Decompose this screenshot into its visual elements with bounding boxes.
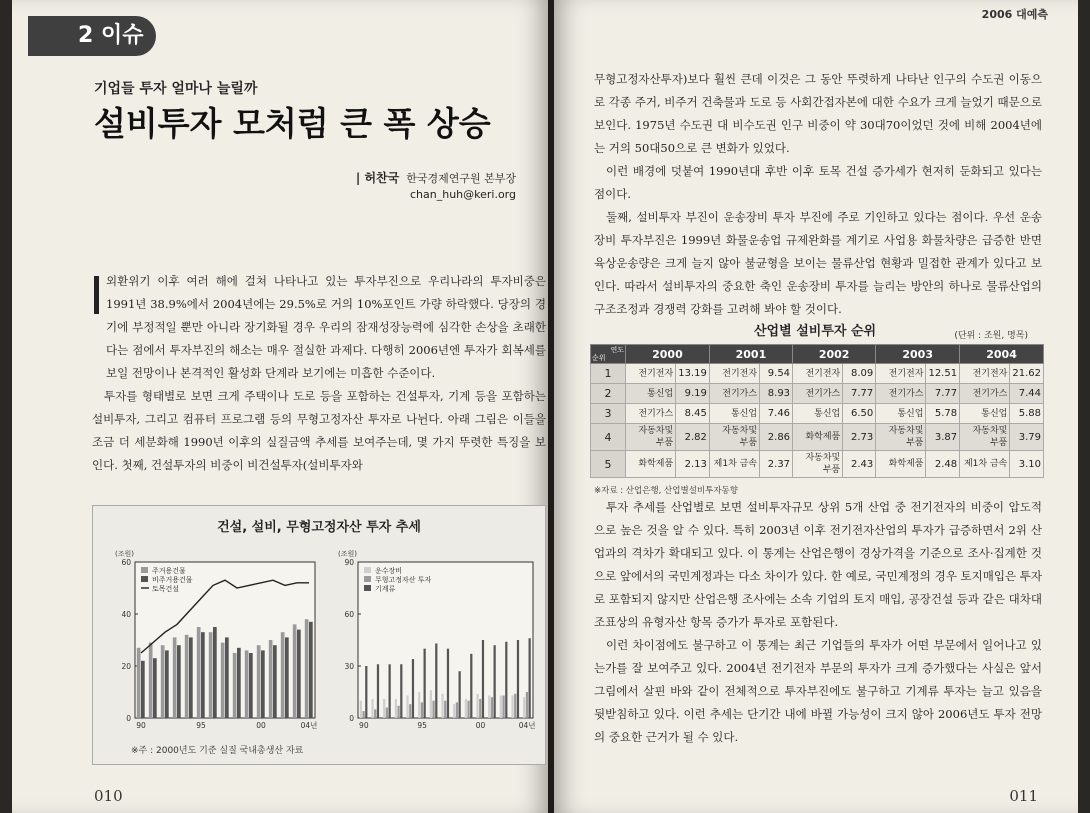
- y-tick-label: 0: [126, 714, 131, 723]
- table-industry-cell: 전기가스: [960, 384, 1010, 404]
- chart-bar: [526, 692, 528, 718]
- table-corner-bottom: 순위: [592, 354, 606, 362]
- body-paragraph: 투자를 형태별로 보면 크게 주택이나 도로 등을 포함하는 건설투자, 기계 등을 포함하는 설비투자, 그리고 컴퓨터 프로그램 등의 무형고정자산 투자로 나뉜다. 아래 그림은 이들을 조금 더 세분화해 1990년 이후의 실질금액 추세를 보여주는데, 몇 가지 뚜렷한 특징을 보인다. 첫째, 건설투자의 비중이 비건설투자(설비투자와: [92, 389, 546, 472]
- chart-bar: [383, 699, 385, 718]
- table-value-cell: 9.19: [676, 384, 710, 404]
- table-year-header: 2003: [876, 345, 960, 364]
- table-year-header: 2002: [793, 345, 876, 364]
- table-value-cell: 8.09: [843, 364, 876, 384]
- section-label: 2 이슈: [78, 23, 144, 48]
- table-industry-cell: 제1차 금속: [709, 451, 759, 478]
- investment-rank-table: [590, 344, 1044, 478]
- author-affiliation: 한국경제연구원 본부장: [406, 172, 516, 185]
- chart-bar: [237, 648, 241, 718]
- table-value-cell: 7.77: [843, 384, 876, 404]
- legend-label: 비주거용건물: [152, 576, 193, 584]
- table-industry-cell: 화학제품: [793, 424, 843, 451]
- figure-title: 건설, 설비, 무형고정자산 투자 추세: [217, 520, 421, 535]
- table-row: [591, 364, 1044, 384]
- legend-swatch: [141, 567, 148, 573]
- chart-bar: [371, 699, 373, 718]
- table-value-cell: 7.77: [926, 384, 960, 404]
- legend-swatch: [141, 576, 148, 582]
- chart-bar: [225, 637, 229, 718]
- chart-bar: [281, 632, 285, 718]
- chart-bar: [453, 704, 455, 718]
- chart-bar: [523, 697, 525, 718]
- chart-bar: [273, 645, 277, 718]
- chart-bar: [505, 642, 507, 718]
- body-paragraph: 이런 차이점에도 불구하고 이 통계는 최근 기업들의 투자가 어떤 부문에서 일어나고 있는가를 잘 보여주고 있다. 2004년 전기전자 부문의 투자가 크게 증가했다는 사실은 앞서 그림에서 살핀 바와 같이 전체적으로 투자부진에도 불구하고 기계류 투자는 늘고 있음을 뒷받침하고 있다. 이런 추세는 단기간 내에 바뀔 가능성이 크지 않아 2006년도 투자 전망의 중요한 근거가 될 수 있다.: [594, 638, 1042, 744]
- table-source: ※자료 : 산업은행, 산업별설비투자동향: [594, 486, 738, 496]
- chart-bar: [409, 704, 411, 718]
- table-industry-cell: 전기전자: [876, 364, 926, 384]
- table-value-cell: 2.82: [676, 424, 710, 451]
- chart-bar: [491, 697, 493, 718]
- body-paragraph: 외환위기 이후 여러 해에 걸쳐 나타나고 있는 투자부진으로 우리나라의 투자비중은 1991년 38.9%에서 2004년에는 29.5%로 거의 10%포인트 가량 하락했다. 당장의 경기에 부정적일 뿐만 아니라 장기화될 경우 우리의 잠재성장능력에 심각한 손상을 초래한다는 점에서 투자부진의 해소는 매우 절실한 과제다. 다행히 2006년엔 투자가 회복세를 보일 전망이나 본격적인 활성화 단계라 보기에는 미흡한 수준이다.: [106, 274, 546, 380]
- chart-bar: [189, 637, 193, 718]
- chart-bar: [209, 632, 213, 718]
- table-value-cell: 3.87: [926, 424, 960, 451]
- table-value-cell: 21.62: [1010, 364, 1044, 384]
- chart-bar: [447, 649, 449, 718]
- table-value-cell: 5.78: [926, 404, 960, 424]
- page-number-left: 010: [94, 787, 123, 805]
- chart-bar: [161, 645, 165, 718]
- table-industry-cell: 화학제품: [876, 451, 926, 478]
- article-title: 설비투자 모처럼 큰 폭 상승: [94, 104, 491, 143]
- table-industry-cell: 전기전자: [709, 364, 759, 384]
- chart-bar: [233, 653, 237, 718]
- chart-bar: [432, 701, 434, 718]
- table-rank-cell: 4: [591, 424, 626, 451]
- table-corner: [591, 345, 626, 364]
- y-tick-label: 0: [349, 714, 354, 723]
- body-paragraph: 둘째, 설비투자 부진이 운송장비 투자 부진에 주로 기인하고 있다는 점이다. 우선 운송장비 투자부진은 1999년 화물운송업 규제완화를 계기로 사업용 화물차량은 급증한 반면 육상운송량은 크게 늘지 않아 불균형을 보이는 물류산업 현황과 밀접한 관계가 있다고 보인다. 따라서 설비투자의 중요한 축인 운송장비 투자를 늘리는 방안의 하나로 물류산업의 구조조정과 경쟁력 강화를 고려해 봐야 할 것이다.: [594, 210, 1042, 316]
- page-number-right: 011: [1009, 787, 1038, 805]
- chart-bar: [293, 624, 297, 718]
- body-paragraph: 무형고정자산투자)보다 훨씬 큰데 이것은 그 동안 뚜렷하게 나타난 인구의 수도권 이동으로 각종 주거, 비주거 건축물과 도로 등 사회간접자본에 대한 수요가 크게 늘었기 때문으로 보인다. 1975년 수도권 대 비수도권 인구 비중이 약 30대70이었던 것에 비해 2004년에는 거의 50대50으로 큰 변화가 있었다.: [594, 72, 1042, 155]
- table-row: [591, 424, 1044, 451]
- chart-bar: [374, 709, 376, 718]
- table-row: [591, 404, 1044, 424]
- table-industry-cell: 제1차 금속: [960, 451, 1010, 478]
- legend-swatch: [364, 576, 371, 582]
- right-page: [554, 0, 1078, 813]
- legend-swatch: [364, 567, 371, 573]
- chart-bar: [261, 650, 265, 718]
- chart-bar: [285, 637, 289, 718]
- table-rank-cell: 1: [591, 364, 626, 384]
- left-page: [12, 0, 548, 813]
- chart-bar: [165, 650, 169, 718]
- table-row: [591, 384, 1044, 404]
- table-unit: (단위 : 조원, 명목): [954, 331, 1028, 341]
- chart-bar: [173, 637, 177, 718]
- chart-bar: [197, 627, 201, 718]
- chart-bar: [137, 648, 141, 718]
- table-value-cell: 2.37: [760, 451, 793, 478]
- table-industry-cell: 통신업: [960, 404, 1010, 424]
- chart-bar: [482, 640, 484, 718]
- chart-bar: [395, 699, 397, 718]
- chart-bar: [389, 664, 391, 718]
- chart-bar: [201, 632, 205, 718]
- table-value-cell: 9.54: [760, 364, 793, 384]
- legend-swatch: [364, 585, 371, 591]
- chart-bar: [459, 671, 461, 718]
- chart-bar: [517, 640, 519, 718]
- table-industry-cell: 통신업: [793, 404, 843, 424]
- table-industry-cell: 전기가스: [626, 404, 676, 424]
- legend-label: 무형고정자산 투자: [375, 576, 432, 584]
- y-tick-label: 60: [121, 558, 131, 567]
- table-year-header: 2001: [709, 345, 792, 364]
- chart-bar: [362, 711, 364, 718]
- table-industry-cell: 화학제품: [626, 451, 676, 478]
- chart-bar: [470, 654, 472, 718]
- table-industry-cell: 통신업: [709, 404, 759, 424]
- x-tick-label: 04년: [300, 721, 318, 730]
- investment-trend-figure: [92, 505, 546, 765]
- chart-bar: [386, 708, 388, 718]
- table-industry-cell: 자동차및 부품: [793, 451, 843, 478]
- table-value-cell: 5.88: [1010, 404, 1044, 424]
- chart-bar: [421, 702, 423, 718]
- y-tick-label: 20: [121, 662, 131, 671]
- chart-bar: [397, 706, 399, 718]
- legend-label: 토목건설: [152, 585, 180, 593]
- running-header: 2006 대예측: [981, 8, 1048, 21]
- x-tick-label: 00: [475, 721, 486, 730]
- chart-bar: [494, 645, 496, 718]
- table-industry-cell: 전기전자: [960, 364, 1010, 384]
- chart-bar: [177, 645, 181, 718]
- chart-bar: [297, 630, 301, 718]
- table-value-cell: 2.13: [676, 451, 710, 478]
- author-block: [356, 170, 516, 203]
- table-year-header: 2004: [960, 345, 1044, 364]
- chart-bar: [424, 649, 426, 718]
- legend-label: 기계류: [375, 585, 396, 593]
- table-value-cell: 2.86: [760, 424, 793, 451]
- left-body-text: [92, 270, 546, 477]
- x-tick-label: 00: [256, 721, 266, 730]
- chart-bar: [305, 619, 309, 718]
- y-tick-label: 40: [121, 610, 131, 619]
- chart-bar: [465, 699, 467, 718]
- table-value-cell: 2.43: [843, 451, 876, 478]
- chart-bar: [245, 650, 249, 718]
- chart-bar: [514, 694, 516, 718]
- table-industry-cell: 전기가스: [793, 384, 843, 404]
- chart-bar: [221, 643, 225, 718]
- chart-bar: [418, 692, 420, 718]
- x-tick-label: 04년: [518, 721, 536, 730]
- x-tick-label: 90: [136, 721, 146, 730]
- chart-bar: [467, 701, 469, 718]
- table-header-row: [591, 345, 1044, 364]
- table-value-cell: 12.51: [926, 364, 960, 384]
- table-industry-cell: 자동차및 부품: [626, 424, 676, 451]
- table-value-cell: 2.73: [843, 424, 876, 451]
- table-value-cell: 6.50: [843, 404, 876, 424]
- table-value-cell: 13.19: [676, 364, 710, 384]
- x-tick-label: 95: [196, 721, 206, 730]
- chart-bar: [511, 695, 513, 718]
- table-rank-cell: 3: [591, 404, 626, 424]
- x-tick-label: 95: [417, 721, 427, 730]
- table-rank-cell: 2: [591, 384, 626, 404]
- chart-bar: [149, 643, 153, 718]
- chart-bar: [500, 695, 502, 718]
- chart-bar: [529, 638, 531, 718]
- table-value-cell: 8.45: [676, 404, 710, 424]
- table-industry-cell: 전기가스: [709, 384, 759, 404]
- body-paragraph: 투자 추세를 산업별로 보면 설비투자규모 상위 5개 산업 중 전기전자의 비중이 압도적으로 높은 것을 알 수 있다. 특히 2003년 이후 전기전자산업의 투자가 급증하면서 2위 산업과의 격차가 확대되고 있다. 이 통계는 산업은행이 경상가격을 기준으로 조사·집계한 것으로 앞에서의 국민계정과는 다소 차이가 있다. 한 예로, 국민계정의 경우 토지매입은 투자로 포함되지 않지만 산업은행 조사에는 소속 기업의 토지 매입, 공장건설 등과 같은 대차대조표상의 유형자산 항목 증가가 투자로 포함된다.: [594, 500, 1042, 629]
- table-industry-cell: 전기전자: [793, 364, 843, 384]
- table-value-cell: 2.48: [926, 451, 960, 478]
- chart-bar: [360, 701, 362, 718]
- chart-bar: [502, 695, 504, 718]
- right-body-text-bottom: [594, 496, 1042, 749]
- chart-bar: [406, 695, 408, 718]
- author-email: chan_huh@keri.org: [409, 188, 516, 201]
- chart-bar: [249, 653, 253, 718]
- table-industry-cell: 통신업: [626, 384, 676, 404]
- section-tab: [28, 16, 156, 56]
- y-tick-label: 90: [344, 558, 354, 567]
- table-industry-cell: 전기가스: [876, 384, 926, 404]
- chart-bar: [479, 699, 481, 718]
- chart-bar: [257, 645, 261, 718]
- table-industry-cell: 전기전자: [626, 364, 676, 384]
- chart-bar: [213, 627, 217, 718]
- chart-bar: [444, 701, 446, 718]
- table-industry-cell: 자동차및 부품: [709, 424, 759, 451]
- chart-bar: [412, 659, 414, 718]
- chart-svg: [93, 506, 545, 764]
- chart-bar: [269, 640, 273, 718]
- table-value-cell: 7.46: [760, 404, 793, 424]
- figure-note: ※주 : 2000년도 기준 실질 국내총생산 자료: [131, 746, 304, 756]
- chart-bar: [456, 702, 458, 718]
- table-row: [591, 451, 1044, 478]
- chart-bar: [441, 694, 443, 718]
- chart-bar: [141, 661, 145, 718]
- y-tick-label: 30: [344, 662, 354, 671]
- right-body-text-top: [594, 68, 1042, 321]
- chart-bar: [488, 695, 490, 718]
- chart-bar: [377, 664, 379, 718]
- y-unit-label: (조원): [115, 550, 134, 558]
- table-rank-cell: 5: [591, 451, 626, 478]
- table-corner-top: 연도: [610, 346, 624, 354]
- table-value-cell: 8.93: [760, 384, 793, 404]
- chart-bar: [400, 664, 402, 718]
- author-name: | 허찬국: [355, 171, 400, 185]
- table-value-cell: 3.10: [1010, 451, 1044, 478]
- table-year-header: 2000: [626, 345, 710, 364]
- chart-bar: [153, 658, 157, 718]
- y-tick-label: 60: [344, 610, 354, 619]
- table-value-cell: 7.44: [1010, 384, 1044, 404]
- y-unit-label: (조원): [338, 550, 357, 558]
- x-tick-label: 90: [359, 721, 369, 730]
- table-value-cell: 3.79: [1010, 424, 1044, 451]
- table-industry-cell: 자동차및 부품: [876, 424, 926, 451]
- table-industry-cell: 통신업: [876, 404, 926, 424]
- table-title: 산업별 설비투자 순위: [754, 324, 877, 339]
- body-paragraph: 이런 배경에 덧붙여 1990년대 후반 이후 토목 건설 증가세가 현저히 둔화되고 있다는 점이다.: [594, 164, 1042, 201]
- chart-bar: [430, 690, 432, 718]
- chart-bar: [185, 635, 189, 718]
- chart-bar: [309, 622, 313, 718]
- article-subtitle: 기업들 투자 얼마나 늘릴까: [94, 81, 258, 97]
- table-industry-cell: 자동차및 부품: [960, 424, 1010, 451]
- legend-label: 주거용건물: [152, 567, 186, 575]
- chart-bar: [365, 666, 367, 718]
- chart-bar: [476, 694, 478, 718]
- chart-bar: [435, 643, 437, 718]
- legend-label: 운수장비: [375, 567, 403, 575]
